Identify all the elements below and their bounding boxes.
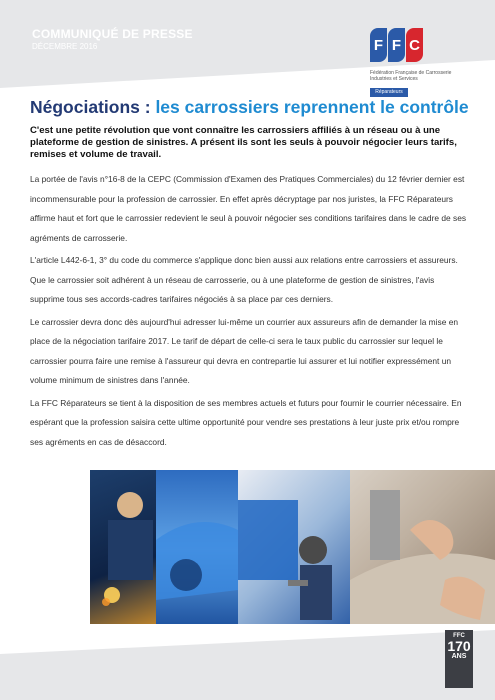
photo-car-body [156, 470, 238, 630]
photo-grinding-worker [90, 470, 156, 630]
paragraph-4: La FFC Réparateurs se tient à la disposition de ses membres actuels et futurs pour fournir le courrier nécessaire. En espérant que la profession saisira cette ultime opportunité pour vendre ses prestations à leur juste prix et/ou rompre ses agréments en cas de désaccord. [30, 397, 462, 447]
badge-org: FFC [453, 633, 465, 639]
paragraph-3: Le carrossier devra donc dès aujourd'hui adresser lui-même un courrier aux assureurs afin de demander la mise en place de la négociation tarifaire 2017. Le tarif de départ de celle-ci sera le taux public du carrossier sur lequel le carrossier pourra faire une remise à l'assureur qui devra en contrepartie lui assurer et lui notifier expressément un volume minimum de sinistres dans l'année. [30, 316, 459, 385]
photo-strip [90, 470, 495, 630]
article-headline [30, 97, 470, 118]
photo-upholstery-sewing [350, 470, 495, 630]
press-release-date: DÉCEMBRE 2016 [32, 42, 98, 51]
anniversary-badge [445, 630, 473, 688]
article-intro: C'est une petite révolution que vont connaître les carrossiers affiliés à un réseau ou à une plateforme de gestion de sinistres. A présent ils sont les seuls à pouvoir négocier leurs tarifs, remises et volume de travail. [30, 125, 457, 160]
photo-painter [238, 470, 350, 630]
logo-caption: Fédération Française de Carrosserie Industries et Services [370, 70, 452, 82]
paragraph-1: La portée de l'avis n°16-8 de la CEPC (Commission d'Examen des Pratiques Commerciales) du 12 février dernier est incommensurable pour la profession de carrossier. En effet après décryptage par nos juristes, la FFC Réparateurs affirme haut et fort que le carrossier redevient le seul à pouvoir négocier ses conditions tarifaires dans le cadre de ses agréments de carrosserie. [30, 174, 467, 243]
logo-badge: Réparateurs [370, 88, 408, 97]
headline-part1: Négociations : [30, 97, 156, 117]
logo-letter-f1: F [370, 28, 387, 62]
badge-number: 170 [447, 638, 471, 654]
headline-part2: les carrossiers reprennent le contrôle [155, 97, 469, 117]
badge-unit: ANS [451, 653, 467, 660]
article-body [30, 170, 470, 455]
ffc-logo [370, 28, 426, 66]
logo-letter-f2: F [388, 28, 405, 62]
paragraph-2: L'article L442-6-1, 3° du code du commerce s'applique donc bien aussi aux relations entre carrossiers et assureurs. Que le carrossier soit adhérent à un réseau de carrosserie, ou à une plateforme de gestion de sinistres, l'avis supprime tous ses accords-cadres tarifaires négociés à sa place par ces derniers. [30, 255, 458, 304]
press-release-title: COMMUNIQUÉ DE PRESSE [32, 27, 193, 41]
logo-letter-c: C [406, 28, 423, 62]
